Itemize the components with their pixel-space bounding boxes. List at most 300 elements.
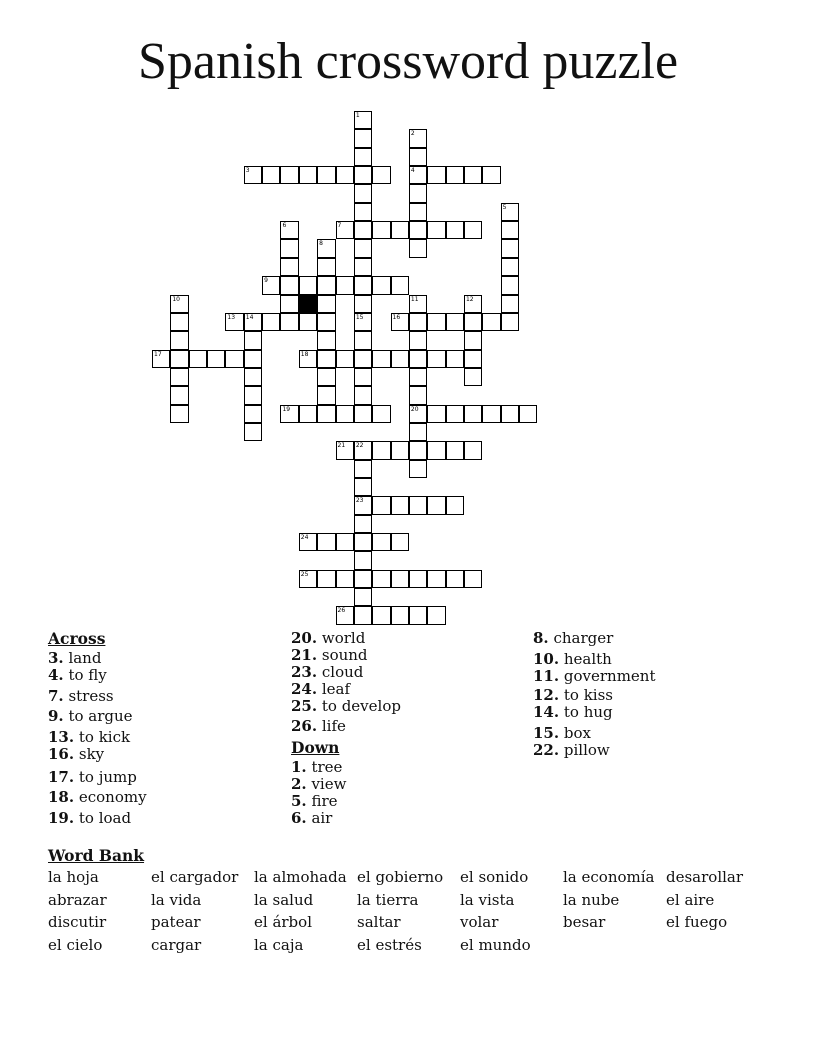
clue-text: fire [306,792,338,810]
grid-cell[interactable] [244,331,262,349]
grid-cell[interactable] [225,313,243,331]
grid-cell[interactable] [427,221,445,239]
grid-cell[interactable] [317,533,335,551]
word-bank-word: el fuego [666,913,728,932]
grid-cell[interactable] [409,221,427,239]
word-bank-word: cargar [151,935,202,954]
grid-cell[interactable] [372,441,390,459]
word-bank-word: besar [563,913,606,932]
grid-cell[interactable] [372,276,390,294]
grid-cell[interactable] [317,331,335,349]
clue-text: tree [306,758,343,776]
clue-text: view [306,775,347,793]
clue-item [48,789,147,806]
grid-cell[interactable] [409,441,427,459]
grid-block [299,295,317,313]
word-bank-word: la vista [460,890,515,909]
grid-cell[interactable] [501,239,519,257]
clue-item [291,698,401,715]
grid-cell[interactable] [354,129,372,147]
grid-cell[interactable] [170,350,188,368]
grid-cell[interactable] [464,368,482,386]
grid-cell[interactable] [446,350,464,368]
grid-cell[interactable] [354,570,372,588]
clue-number-label: 4. [48,666,64,684]
word-bank-word: patear [151,913,201,932]
grid-cell[interactable] [391,313,409,331]
grid-cell[interactable] [409,331,427,349]
word-bank-word: el aire [666,890,715,909]
clue-number: 2 [410,130,415,138]
grid-cell[interactable] [280,239,298,257]
clue-text: to kick [74,728,131,746]
grid-cell[interactable] [280,221,298,239]
grid-cell[interactable] [207,350,225,368]
grid-cell[interactable] [409,606,427,624]
clue-item [533,687,655,704]
grid-cell[interactable] [501,258,519,276]
grid-cell[interactable] [262,166,280,184]
clue-item [48,650,147,667]
grid-cell[interactable] [280,166,298,184]
grid-cell[interactable] [464,350,482,368]
grid-cell[interactable] [280,405,298,423]
grid-cell[interactable] [336,221,354,239]
word-bank-word: la salud [254,890,314,909]
clue-text: to fly [63,666,107,684]
grid-cell[interactable] [336,570,354,588]
grid-cell[interactable] [427,570,445,588]
clue-item [533,704,655,721]
clue-number: 19 [282,405,291,413]
grid-cell[interactable] [299,350,317,368]
clue-number: 7 [337,222,342,230]
grid-cell[interactable] [464,166,482,184]
grid-cell[interactable] [354,258,372,276]
grid-cell[interactable] [354,295,372,313]
grid-cell[interactable] [317,258,335,276]
grid-cell[interactable] [299,405,317,423]
grid-cell[interactable] [170,331,188,349]
clue-number-label: 6. [291,809,307,827]
grid-cell[interactable] [409,423,427,441]
grid-cell[interactable] [427,405,445,423]
grid-cell[interactable] [317,313,335,331]
grid-cell[interactable] [244,350,262,368]
clue-number-label: 20. [291,629,318,647]
clue-item [291,630,401,647]
grid-cell[interactable] [170,405,188,423]
clue-number-label: 23. [291,663,318,681]
clue-number: 22 [355,442,364,450]
grid-cell[interactable] [354,533,372,551]
grid-cell[interactable] [354,368,372,386]
clue-item [533,651,655,668]
grid-cell[interactable] [427,441,445,459]
clue-number: 10 [172,295,180,303]
word-bank-word: el sonido [460,868,529,886]
grid-cell[interactable] [280,295,298,313]
clue-number-label: 10. [533,650,560,668]
grid-cell[interactable] [501,405,519,423]
clue-number: 3 [245,167,250,175]
grid-cell[interactable] [354,515,372,533]
grid-cell[interactable] [354,221,372,239]
grid-cell[interactable] [446,441,464,459]
clue-number: 14 [245,313,254,321]
grid-cell[interactable] [409,405,427,423]
grid-cell[interactable] [464,331,482,349]
grid-cell[interactable] [427,166,445,184]
clue-text: box [559,724,591,742]
grid-cell[interactable] [170,386,188,404]
grid-cell[interactable] [409,386,427,404]
grid-cell[interactable] [464,295,482,313]
clue-number: 5 [502,203,507,211]
clue-number-label: 11. [533,667,560,685]
clue-item [291,647,401,664]
grid-cell[interactable] [354,606,372,624]
grid-cell[interactable] [354,203,372,221]
grid-cell[interactable] [482,313,500,331]
grid-cell[interactable] [372,606,390,624]
grid-cell[interactable] [354,331,372,349]
word-bank-row [48,891,768,914]
grid-cell[interactable] [427,350,445,368]
page-title: Spanish crossword puzzle [137,33,679,90]
across-heading: Across [48,629,106,648]
clue-number-label: 15. [533,724,560,742]
grid-cell[interactable] [317,386,335,404]
grid-cell[interactable] [372,570,390,588]
clue-text: to load [74,809,132,827]
grid-cell[interactable] [501,221,519,239]
clue-text: life [317,717,346,735]
clue-text: stress [63,687,114,705]
clue-text: leaf [317,680,351,698]
grid-cell[interactable] [391,221,409,239]
grid-cell[interactable] [299,276,317,294]
clue-number: 23 [355,497,364,505]
grid-cell[interactable] [336,166,354,184]
grid-cell[interactable] [299,533,317,551]
clue-number: 11 [410,295,419,303]
grid-cell[interactable] [372,533,390,551]
grid-cell[interactable] [317,239,335,257]
clue-item [291,718,401,735]
clue-item [291,793,401,810]
grid-cell[interactable] [354,551,372,569]
grid-cell[interactable] [409,570,427,588]
grid-cell[interactable] [354,441,372,459]
grid-cell[interactable] [354,588,372,606]
grid-cell[interactable] [354,184,372,202]
grid-cell[interactable] [317,368,335,386]
clue-text: sound [317,646,368,664]
clue-number-label: 14. [533,703,560,721]
clue-number: 6 [282,222,287,230]
grid-cell[interactable] [372,350,390,368]
word-bank-word: desarollar [666,868,744,886]
grid-cell[interactable] [299,570,317,588]
clue-number-label: 9. [48,707,64,725]
grid-cell[interactable] [189,350,207,368]
word-bank-word: el mundo [460,935,531,954]
clue-number-label: 2. [291,775,307,793]
clue-text: charger [548,629,614,647]
grid-cell[interactable] [244,368,262,386]
grid-cell[interactable] [372,405,390,423]
clue-number: 18 [300,350,309,358]
clue-number-label: 22. [533,741,560,759]
clue-text: to argue [63,707,133,725]
grid-cell[interactable] [152,350,170,368]
grid-cell[interactable] [409,313,427,331]
grid-cell[interactable] [244,313,262,331]
clue-number: 9 [264,277,268,285]
word-bank-row [48,936,768,959]
clue-item [291,681,401,698]
clue-text: sky [74,745,105,763]
word-bank-word: el gobierno [357,868,444,886]
clue-number-label: 16. [48,745,75,763]
grid-cell[interactable] [409,203,427,221]
clue-number-label: 19. [48,809,75,827]
clue-number-label: 8. [533,629,549,647]
clue-number: 25 [300,570,309,578]
grid-cell[interactable] [372,496,390,514]
clues-column-2 [291,630,401,827]
grid-cell[interactable] [170,368,188,386]
grid-cell[interactable] [354,111,372,129]
clue-item [291,810,401,827]
clue-number-label: 3. [48,649,64,667]
grid-cell[interactable] [427,313,445,331]
down-heading: Down [291,738,340,757]
clue-number: 13 [227,313,236,321]
grid-cell[interactable] [336,276,354,294]
grid-cell[interactable] [280,313,298,331]
grid-cell[interactable] [372,221,390,239]
clue-text: economy [74,788,147,806]
grid-cell[interactable] [354,276,372,294]
clue-text: pillow [559,741,610,759]
grid-cell[interactable] [317,405,335,423]
word-bank-word: el árbol [254,913,312,932]
word-bank-word: el estrés [357,935,422,954]
clue-number-label: 7. [48,687,64,705]
clue-number: 12 [465,295,474,303]
grid-cell[interactable] [262,313,280,331]
grid-cell[interactable] [354,239,372,257]
grid-cell[interactable] [446,570,464,588]
grid-cell[interactable] [409,460,427,478]
grid-cell[interactable] [170,313,188,331]
grid-cell[interactable] [409,148,427,166]
clue-number: 24 [300,534,309,542]
clue-number: 26 [337,607,346,615]
grid-cell[interactable] [354,148,372,166]
grid-cell[interactable] [427,606,445,624]
grid-cell[interactable] [391,276,409,294]
grid-cell[interactable] [427,496,445,514]
clue-number: 16 [392,313,401,321]
grid-cell[interactable] [170,295,188,313]
word-bank-row [48,868,768,891]
grid-cell[interactable] [409,184,427,202]
word-bank-word: el cargador [151,868,239,886]
clue-item [48,688,147,705]
grid-cell[interactable] [482,166,500,184]
grid-cell[interactable] [409,129,427,147]
clue-item [48,810,147,827]
grid-cell[interactable] [317,570,335,588]
grid-cell[interactable] [354,496,372,514]
word-bank-word: el cielo [48,935,103,954]
grid-cell[interactable] [446,496,464,514]
grid-cell[interactable] [446,313,464,331]
clue-number-label: 21. [291,646,318,664]
clue-text: to kiss [559,686,613,704]
grid-cell[interactable] [446,405,464,423]
grid-cell[interactable] [409,166,427,184]
grid-cell[interactable] [262,276,280,294]
grid-cell[interactable] [464,570,482,588]
clue-number-label: 12. [533,686,560,704]
grid-cell[interactable] [391,350,409,368]
grid-cell[interactable] [336,606,354,624]
word-bank-word: la caja [254,935,304,954]
grid-cell[interactable] [501,203,519,221]
grid-cell[interactable] [336,405,354,423]
clue-number-label: 26. [291,717,318,735]
grid-cell[interactable] [501,313,519,331]
clue-text: cloud [317,663,364,681]
word-bank-word: la tierra [357,890,419,909]
grid-cell[interactable] [280,258,298,276]
grid-cell[interactable] [409,350,427,368]
clue-number-label: 5. [291,792,307,810]
clue-number-label: 17. [48,768,75,786]
clue-item [48,729,147,746]
clue-item [48,708,147,725]
grid-cell[interactable] [299,166,317,184]
grid-cell[interactable] [391,570,409,588]
grid-cell[interactable] [225,350,243,368]
grid-cell[interactable] [244,423,262,441]
grid-cell[interactable] [391,441,409,459]
grid-cell[interactable] [391,533,409,551]
grid-cell[interactable] [464,441,482,459]
word-bank-row [48,913,768,936]
grid-cell[interactable] [409,239,427,257]
clue-number: 15 [355,313,364,321]
grid-cell[interactable] [244,386,262,404]
clue-item [533,742,655,759]
word-bank-word: discutir [48,913,107,932]
grid-cell[interactable] [336,350,354,368]
clue-item [291,664,401,681]
grid-cell[interactable] [482,405,500,423]
clue-item [533,668,655,685]
clue-text: to jump [74,768,137,786]
grid-cell[interactable] [354,405,372,423]
grid-cell[interactable] [317,276,335,294]
word-bank-word: la hoja [48,868,99,886]
grid-cell[interactable] [391,606,409,624]
word-bank-word: saltar [357,913,401,932]
grid-cell[interactable] [464,313,482,331]
clue-item [533,725,655,742]
grid-cell[interactable] [354,313,372,331]
grid-cell[interactable] [317,295,335,313]
grid-cell[interactable] [354,386,372,404]
word-bank-word: la vida [151,890,202,909]
grid-cell[interactable] [336,441,354,459]
clue-item [48,667,147,684]
grid-cell[interactable] [391,496,409,514]
clues-column-1 [48,630,147,827]
grid-cell[interactable] [244,166,262,184]
clue-item [48,769,147,786]
clue-number-label: 25. [291,697,318,715]
grid-cell[interactable] [354,166,372,184]
grid-cell[interactable] [409,496,427,514]
grid-cell[interactable] [464,405,482,423]
grid-cell[interactable] [446,166,464,184]
grid-cell[interactable] [336,533,354,551]
clue-number-label: 24. [291,680,318,698]
grid-cell[interactable] [354,460,372,478]
grid-cell[interactable] [409,295,427,313]
grid-cell[interactable] [409,368,427,386]
clue-text: air [306,809,333,827]
clue-text: world [317,629,366,647]
clue-number-label: 18. [48,788,75,806]
word-bank [48,868,768,958]
word-bank-word: la almohada [254,868,347,886]
word-bank-word: abrazar [48,890,107,909]
clue-item [291,759,401,776]
grid-cell[interactable] [317,166,335,184]
clues-column-3 [533,630,655,759]
clue-number-label: 13. [48,728,75,746]
word-bank-word: la nube [563,890,620,909]
grid-cell[interactable] [354,350,372,368]
word-bank-heading: Word Bank [48,846,145,865]
clue-number: 20 [410,405,419,413]
clue-text: to hug [559,703,613,721]
grid-cell[interactable] [501,295,519,313]
grid-cell[interactable] [354,478,372,496]
grid-cell[interactable] [299,313,317,331]
clue-number: 21 [337,442,346,450]
grid-cell[interactable] [244,405,262,423]
grid-cell[interactable] [519,405,537,423]
clue-item [291,776,401,793]
word-bank-word: volar [460,913,499,932]
grid-cell[interactable] [501,276,519,294]
grid-cell[interactable] [446,221,464,239]
grid-cell[interactable] [464,221,482,239]
grid-cell[interactable] [317,350,335,368]
grid-cell[interactable] [372,166,390,184]
clue-text: land [63,649,102,667]
grid-cell[interactable] [280,276,298,294]
clue-number: 4 [410,167,415,175]
clue-number: 17 [154,350,162,358]
clue-number: 1 [355,112,360,119]
